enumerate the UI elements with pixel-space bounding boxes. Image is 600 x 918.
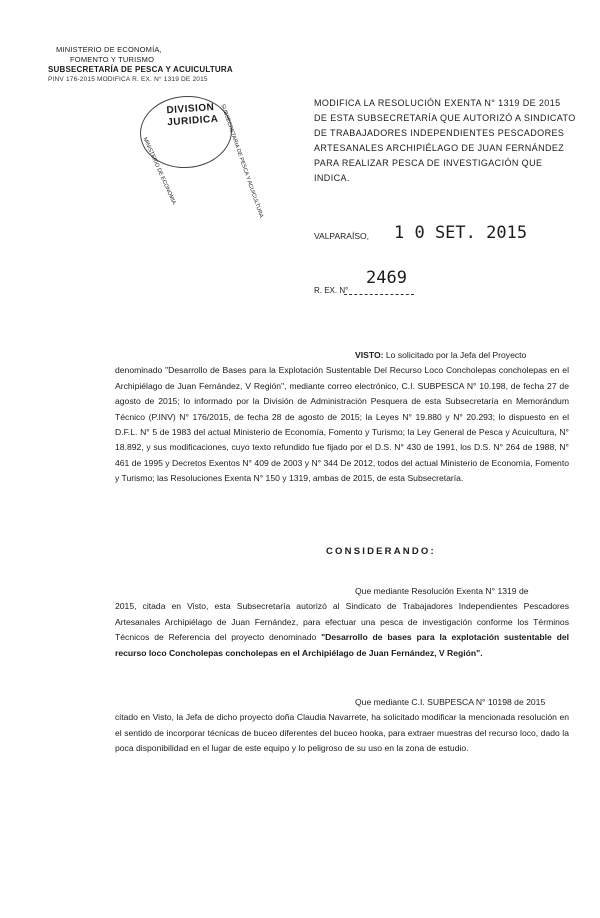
visto-paragraph [115, 348, 569, 487]
c1-first-line: Que mediante Resolución Exenta N° 1319 de [355, 586, 529, 596]
number-underline [344, 294, 414, 295]
undersecretariat-name: SUBSECRETARÍA DE PESCA Y ACUICULTURA [48, 65, 233, 74]
legal-division-stamp [138, 93, 264, 219]
stamp-line-1: DIVISION [166, 101, 215, 117]
considerando-paragraph-1 [115, 584, 569, 661]
reference-code: PINV 176-2015 MODIFICA R. EX. N° 1319 DE 2015 [48, 76, 208, 83]
visto-body: denominado "Desarrollo de Bases para la Explotación Sustentable Del Recurso Loco Concholepas concholepas en el Archipiélago de Juan Fernández, V Región", mediante correo electrónico, C.I. SUBPESCA N° 10.198, de fecha 27 de agosto de 2015; lo informado por la División de Administración Pesquera de esta Subsecretaría en Memorándum Técnico (P.INV) N° 176/2015, de fecha 28 de agosto de 2015; la Leyes N° 19.880 y N° 20.293; lo dispuesto en el D.F.L. N° 5 de 1983 del actual Ministerio de Economía, Fomento y Turismo; la Ley General de Pesca y Acuicultura, N° 18.892, y sus modificaciones, cuyo texto refundido fue fijado por el D.S. N° 430 de 1991, los D.S. N° 264 de 1988, N° 461 de 1995 y Decretos Exentos N° 409 de 2003 y N° 344 De 2012, todos del actual Ministerio de Economía, Fomento y Turismo; las Resoluciones Exenta N° 150 y 1319, ambas de 2015, de esta Subsecretaría. [115, 365, 569, 484]
resolution-title: MODIFICA LA RESOLUCIÓN EXENTA N° 1319 DE 2015 DE ESTA SUBSECRETARÍA QUE AUTORIZÓ A SINDICATO DE TRABAJADORES INDEPENDIENTES PESCADORES ARTESANALES ARCHIPIÉLAGO DE JUAN FERNÁNDEZ PARA REALIZAR PESCA DE INVESTIGACIÓN QUE INDICA. [314, 98, 576, 183]
c1-body [115, 599, 569, 661]
ministry-name-cont: FOMENTO Y TURISMO [70, 55, 155, 64]
letterhead [48, 45, 258, 85]
visto-first-line [115, 348, 569, 363]
c2-body: citado en Visto, la Jefa de dicho proyecto doña Claudia Navarrete, ha solicitado modificar la mencionada resolución en el sentido de incorporar técnicas de buceo diferentes del buceo hooka, para extraer muestras del recurso loco, dado la poca disponibilidad en el lugar de este equipo y lo peligroso de su uso en la zona de estudio. [115, 712, 569, 754]
stamp-side-text-left: MINISTERIO DE ECONOMIA [141, 136, 177, 206]
visto-first-text: Lo solicitado por la Jefa del Proyecto [385, 350, 527, 360]
c2-first-line: Que mediante C.I. SUBPESCA N° 10198 de 2015 [355, 697, 546, 707]
c1-text: 2015, citada en Visto, esta Subsecretaría autorizó al Sindicato de Trabajadores Independientes Pescadores Artesanales Archipiélago de Juan Fernández, para efectuar una pesca de investigación conforme los Términos Técnicos de Referencia del proyecto denominado [115, 601, 569, 643]
date-stamp: 1 0 SET. 2015 [394, 223, 528, 243]
considerando-heading: CONSIDERANDO: [326, 546, 436, 557]
considerando-paragraph-2 [115, 695, 569, 757]
stamp-line-2: JURIDICA [166, 113, 219, 129]
ministry-name: MINISTERIO DE ECONOMÍA, [56, 45, 162, 54]
stamp-side-text-right: SUBSECRETARIA DE PESCA Y ACUICULTURA [219, 103, 264, 219]
resolution-number-label: R. EX. N° [314, 286, 349, 295]
city: VALPARAÍSO, [314, 231, 369, 241]
visto-label: VISTO: [355, 350, 384, 360]
c1-project-name: "Desarrollo de bases para la explotación sustentable del recurso loco Concholepas concholepas en el Archipiélago de Juan Fernández, V Región". [115, 632, 569, 658]
resolution-number: 2469 [366, 268, 407, 288]
stamp-inner-text [166, 101, 219, 129]
